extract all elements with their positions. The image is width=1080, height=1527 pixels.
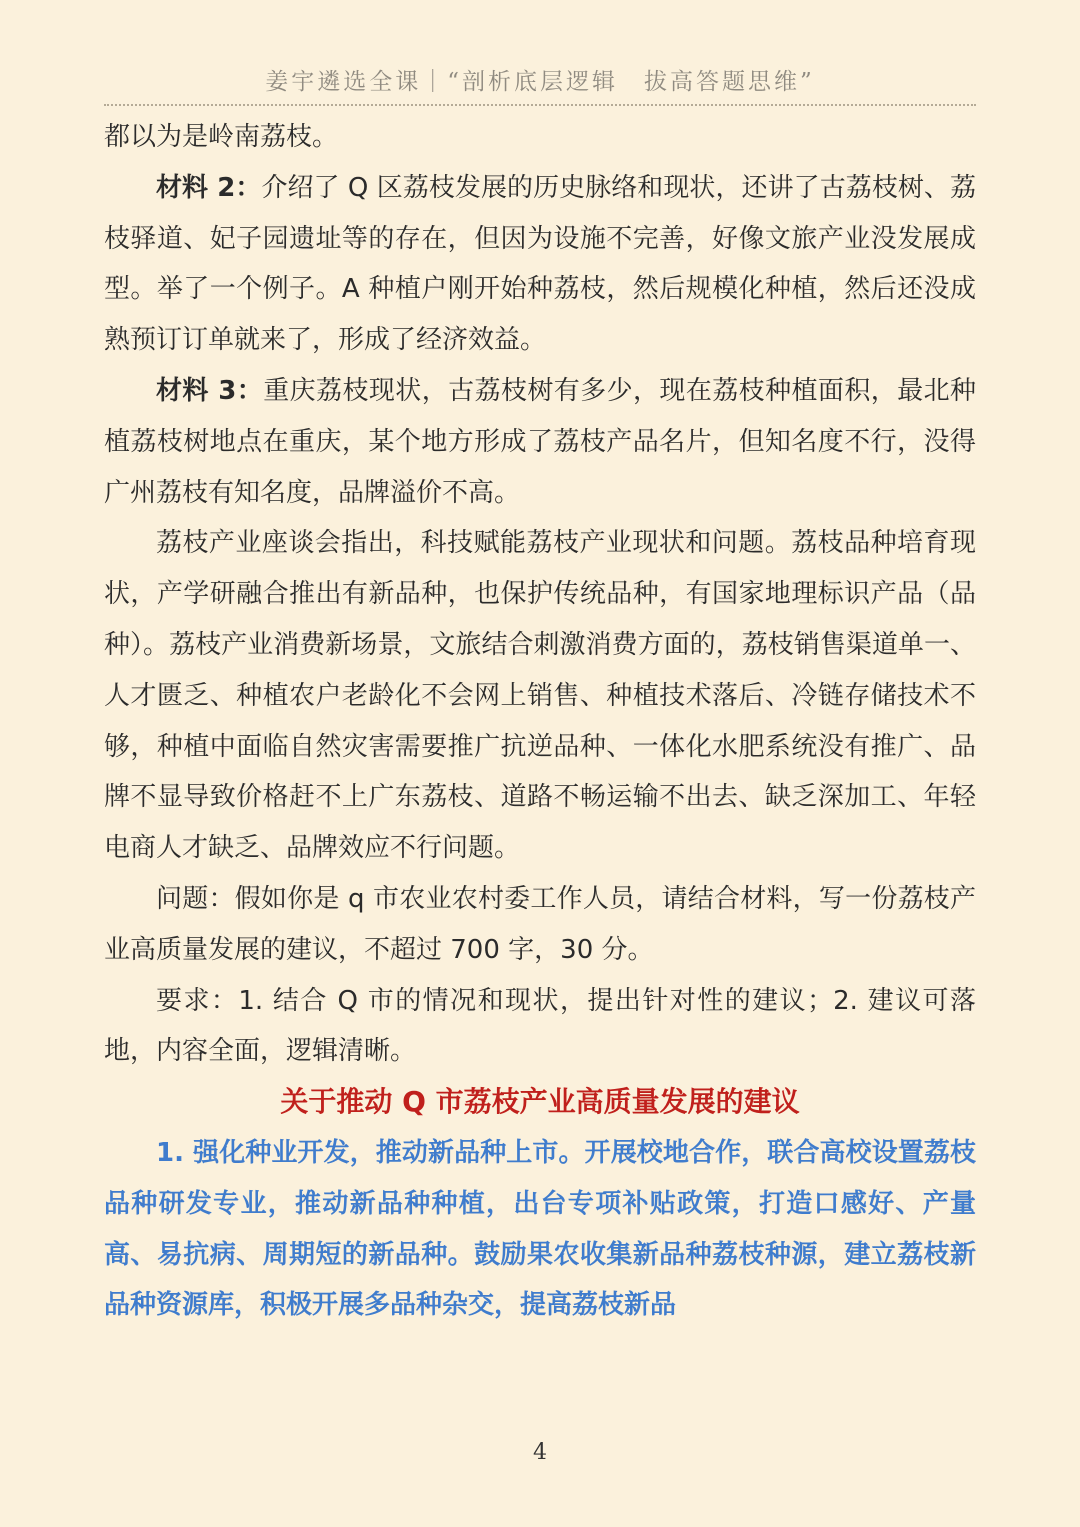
page-number: 4 (533, 1440, 547, 1465)
material-2-label: 材料 2： (156, 172, 262, 203)
paragraph-requirements: 要求：1. 结合 Q 市的情况和现状，提出针对性的建议；2. 建议可落地，内容全面，逻辑清晰。 (104, 985, 976, 1067)
paragraph-continuation: 都以为是岭南荔枝。 (104, 122, 339, 152)
page-header: 姜宇遴选全课｜“剖析底层逻辑 拔高答题思维” (104, 60, 976, 106)
document-body (104, 112, 976, 1331)
section-title: 关于推动 Q 市荔枝产业高质量发展的建议 (280, 1085, 800, 1119)
paragraph-material-3 (104, 366, 976, 518)
material-3-label: 材料 3： (156, 375, 264, 406)
material-3-text: 重庆荔枝现状，古荔枝树有多少，现在荔枝种植面积，最北种植荔枝树地点在重庆，某个地方形成了荔枝产品名片，但知名度不行，没得广州荔枝有知名度，品牌溢价不高。 (104, 375, 976, 508)
paragraph-material-2 (104, 163, 976, 366)
answer-paragraph: 1. 强化种业开发，推动新品种上市。开展校地合作，联合高校设置荔枝品种研发专业，推动新品种种植，出台专项补贴政策，打造口感好、产量高、易抗病、周期短的新品种。鼓励果农收集新品种荔枝种源，建立荔枝新品种资源库，积极开展多品种杂交，提高荔枝新品 (104, 1137, 976, 1321)
paragraph-question: 问题：假如你是 q 市农业农村委工作人员，请结合材料，写一份荔枝产业高质量发展的建议，不超过 700 字，30 分。 (104, 883, 976, 965)
paragraph-symposium: 荔枝产业座谈会指出，科技赋能荔枝产业现状和问题。荔枝品种培育现状，产学研融合推出有新品种，也保护传统品种，有国家地理标识产品（品种）。荔枝产业消费新场景，文旅结合刺激消费方面的，荔枝销售渠道单一、人才匮乏、种植农户老龄化不会网上销售、种植技术落后、冷链存储技术不够，种植中面临自然灾害需要推广抗逆品种、一体化水肥系统没有推广、品牌不显导致价格赶不上广东荔枝、道路不畅运输不出去、缺乏深加工、年轻电商人才缺乏、品牌效应不行问题。 (104, 528, 976, 864)
material-2-text: 介绍了 Q 区荔枝发展的历史脉络和现状，还讲了古荔枝树、荔枝驿道、妃子园遗址等的存在，但因为设施不完善，好像文旅产业没发展成型。举了一个例子。A 种植户刚开始种荔枝，然后规模化种植，然后还没成熟预订订单就来了，形成了经济效益。 (104, 172, 976, 356)
